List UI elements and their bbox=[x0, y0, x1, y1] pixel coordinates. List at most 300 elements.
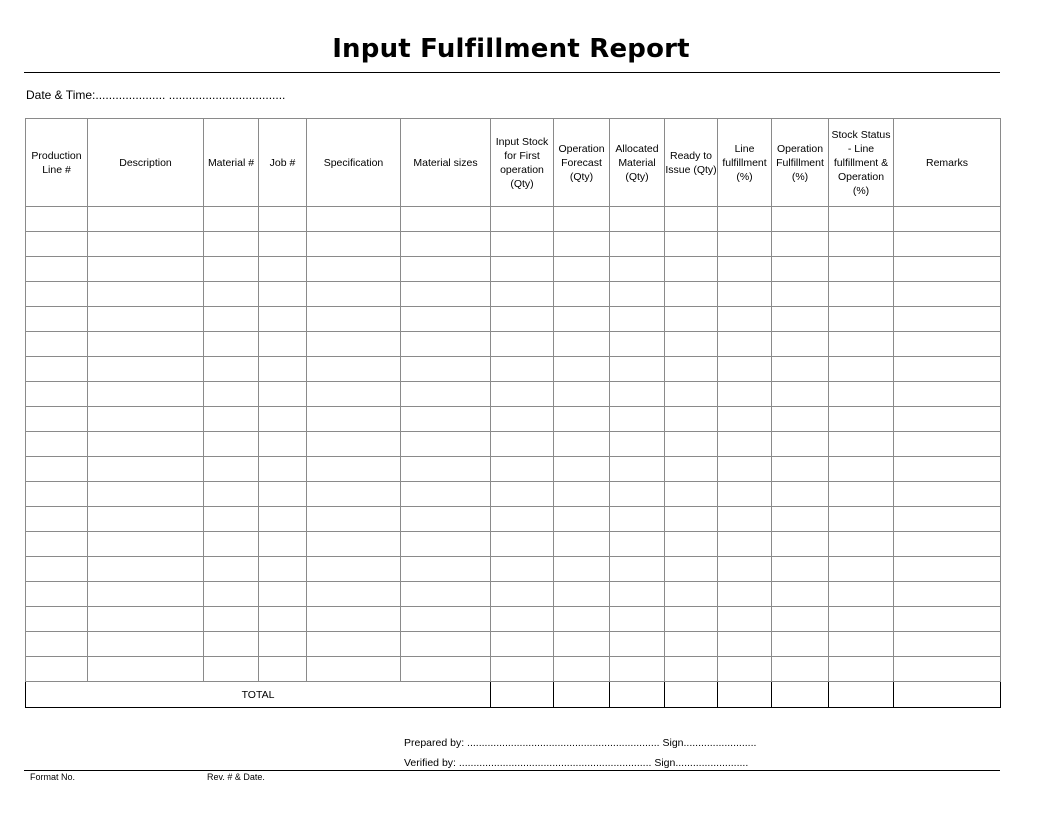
table-cell[interactable] bbox=[259, 407, 307, 432]
total-cell[interactable] bbox=[665, 682, 718, 708]
table-cell[interactable] bbox=[829, 207, 894, 232]
table-cell[interactable] bbox=[665, 282, 718, 307]
table-cell[interactable] bbox=[401, 332, 491, 357]
table-cell[interactable] bbox=[894, 657, 1001, 682]
table-cell[interactable] bbox=[401, 482, 491, 507]
table-cell[interactable] bbox=[829, 482, 894, 507]
table-cell[interactable] bbox=[259, 557, 307, 582]
table-cell[interactable] bbox=[610, 482, 665, 507]
col-allocated-material: Allocated Material (Qty) bbox=[610, 119, 665, 207]
table-cell[interactable] bbox=[88, 432, 204, 457]
table-cell[interactable] bbox=[894, 582, 1001, 607]
table-cell[interactable] bbox=[894, 407, 1001, 432]
table-cell[interactable] bbox=[401, 382, 491, 407]
table-cell[interactable] bbox=[718, 257, 772, 282]
table-cell[interactable] bbox=[718, 482, 772, 507]
table-cell[interactable] bbox=[307, 557, 401, 582]
table-cell[interactable] bbox=[610, 457, 665, 482]
table-cell[interactable] bbox=[259, 632, 307, 657]
table-cell[interactable] bbox=[829, 557, 894, 582]
table-cell[interactable] bbox=[401, 582, 491, 607]
table-row bbox=[26, 482, 1001, 507]
table-cell[interactable] bbox=[772, 382, 829, 407]
table-cell[interactable] bbox=[665, 657, 718, 682]
table-cell[interactable] bbox=[401, 232, 491, 257]
table-cell[interactable] bbox=[26, 332, 88, 357]
table-cell[interactable] bbox=[610, 657, 665, 682]
table-cell[interactable] bbox=[26, 432, 88, 457]
table-cell[interactable] bbox=[718, 357, 772, 382]
table-cell[interactable] bbox=[718, 207, 772, 232]
table-cell[interactable] bbox=[26, 457, 88, 482]
table-cell[interactable] bbox=[204, 407, 259, 432]
table-cell[interactable] bbox=[26, 532, 88, 557]
table-cell[interactable] bbox=[829, 532, 894, 557]
table-cell[interactable] bbox=[204, 657, 259, 682]
table-cell[interactable] bbox=[259, 207, 307, 232]
table-cell[interactable] bbox=[491, 207, 554, 232]
table-cell[interactable] bbox=[665, 432, 718, 457]
table-cell[interactable] bbox=[554, 457, 610, 482]
table-cell[interactable] bbox=[26, 232, 88, 257]
table-cell[interactable] bbox=[307, 507, 401, 532]
table-cell[interactable] bbox=[401, 207, 491, 232]
table-cell[interactable] bbox=[554, 607, 610, 632]
table-cell[interactable] bbox=[88, 282, 204, 307]
table-cell[interactable] bbox=[610, 557, 665, 582]
table-cell[interactable] bbox=[26, 582, 88, 607]
table-cell[interactable] bbox=[259, 507, 307, 532]
table-cell[interactable] bbox=[718, 607, 772, 632]
table-cell[interactable] bbox=[26, 282, 88, 307]
table-row bbox=[26, 607, 1001, 632]
table-cell[interactable] bbox=[772, 632, 829, 657]
table-cell[interactable] bbox=[718, 457, 772, 482]
table-cell[interactable] bbox=[307, 632, 401, 657]
table-cell[interactable] bbox=[554, 557, 610, 582]
table-cell[interactable] bbox=[26, 407, 88, 432]
col-job-number: Job # bbox=[259, 119, 307, 207]
table-cell[interactable] bbox=[718, 582, 772, 607]
table-cell[interactable] bbox=[772, 457, 829, 482]
table-cell[interactable] bbox=[554, 232, 610, 257]
table-cell[interactable] bbox=[491, 282, 554, 307]
table-cell[interactable] bbox=[772, 657, 829, 682]
table-cell[interactable] bbox=[491, 257, 554, 282]
col-remarks: Remarks bbox=[894, 119, 1001, 207]
table-cell[interactable] bbox=[718, 532, 772, 557]
table-cell[interactable] bbox=[491, 232, 554, 257]
table-cell[interactable] bbox=[259, 457, 307, 482]
table-cell[interactable] bbox=[829, 407, 894, 432]
table-cell[interactable] bbox=[88, 607, 204, 632]
table-cell[interactable] bbox=[259, 257, 307, 282]
table-cell[interactable] bbox=[610, 257, 665, 282]
table-cell[interactable] bbox=[665, 557, 718, 582]
table-cell[interactable] bbox=[401, 357, 491, 382]
table-cell[interactable] bbox=[88, 657, 204, 682]
table-cell[interactable] bbox=[401, 507, 491, 532]
table-cell[interactable] bbox=[259, 582, 307, 607]
table-cell[interactable] bbox=[307, 607, 401, 632]
table-cell[interactable] bbox=[401, 607, 491, 632]
table-cell[interactable] bbox=[26, 607, 88, 632]
table-cell[interactable] bbox=[307, 432, 401, 457]
table-cell[interactable] bbox=[718, 282, 772, 307]
table-cell[interactable] bbox=[307, 382, 401, 407]
table-cell[interactable] bbox=[204, 432, 259, 457]
table-cell[interactable] bbox=[307, 307, 401, 332]
table-cell[interactable] bbox=[894, 307, 1001, 332]
table-cell[interactable] bbox=[894, 607, 1001, 632]
table-cell[interactable] bbox=[610, 357, 665, 382]
table-cell[interactable] bbox=[829, 432, 894, 457]
table-cell[interactable] bbox=[491, 632, 554, 657]
table-cell[interactable] bbox=[610, 332, 665, 357]
table-cell[interactable] bbox=[894, 457, 1001, 482]
table-cell[interactable] bbox=[894, 257, 1001, 282]
total-cell[interactable] bbox=[610, 682, 665, 708]
table-cell[interactable] bbox=[894, 507, 1001, 532]
table-cell[interactable] bbox=[204, 607, 259, 632]
table-cell[interactable] bbox=[665, 257, 718, 282]
table-cell[interactable] bbox=[259, 357, 307, 382]
table-cell[interactable] bbox=[610, 607, 665, 632]
total-cell[interactable] bbox=[829, 682, 894, 708]
table-cell[interactable] bbox=[554, 282, 610, 307]
format-number-label: Format No. bbox=[30, 772, 76, 782]
table-row bbox=[26, 507, 1001, 532]
page-title: Input Fulfillment Report bbox=[332, 34, 690, 64]
table-cell[interactable] bbox=[829, 382, 894, 407]
table-cell[interactable] bbox=[88, 457, 204, 482]
table-row bbox=[26, 407, 1001, 432]
table-cell[interactable] bbox=[307, 282, 401, 307]
table-cell[interactable] bbox=[772, 607, 829, 632]
table-cell[interactable] bbox=[88, 207, 204, 232]
table-cell[interactable] bbox=[718, 507, 772, 532]
table-cell[interactable] bbox=[772, 507, 829, 532]
table-cell[interactable] bbox=[26, 507, 88, 532]
table-cell[interactable] bbox=[491, 582, 554, 607]
table-cell[interactable] bbox=[401, 657, 491, 682]
table-cell[interactable] bbox=[610, 382, 665, 407]
table-cell[interactable] bbox=[610, 307, 665, 332]
table-cell[interactable] bbox=[665, 232, 718, 257]
table-row bbox=[26, 282, 1001, 307]
table-cell[interactable] bbox=[401, 557, 491, 582]
table-cell[interactable] bbox=[894, 432, 1001, 457]
total-cell[interactable] bbox=[491, 682, 554, 708]
table-cell[interactable] bbox=[204, 557, 259, 582]
table-cell[interactable] bbox=[610, 207, 665, 232]
table-cell[interactable] bbox=[307, 357, 401, 382]
table-cell[interactable] bbox=[204, 482, 259, 507]
table-cell[interactable] bbox=[718, 232, 772, 257]
table-cell[interactable] bbox=[554, 257, 610, 282]
table-cell[interactable] bbox=[610, 632, 665, 657]
table-cell[interactable] bbox=[772, 432, 829, 457]
table-cell[interactable] bbox=[204, 582, 259, 607]
col-material-number: Material # bbox=[204, 119, 259, 207]
table-cell[interactable] bbox=[88, 382, 204, 407]
table-cell[interactable] bbox=[554, 507, 610, 532]
table-cell[interactable] bbox=[610, 407, 665, 432]
table-cell[interactable] bbox=[610, 582, 665, 607]
table-cell[interactable] bbox=[772, 332, 829, 357]
table-cell[interactable] bbox=[772, 482, 829, 507]
table-cell[interactable] bbox=[204, 532, 259, 557]
table-cell[interactable] bbox=[204, 232, 259, 257]
table-cell[interactable] bbox=[665, 207, 718, 232]
table-cell[interactable] bbox=[204, 382, 259, 407]
table-cell[interactable] bbox=[204, 632, 259, 657]
table-cell[interactable] bbox=[829, 357, 894, 382]
table-cell[interactable] bbox=[26, 207, 88, 232]
table-cell[interactable] bbox=[554, 207, 610, 232]
table-cell[interactable] bbox=[894, 332, 1001, 357]
table-cell[interactable] bbox=[259, 232, 307, 257]
table-cell[interactable] bbox=[718, 432, 772, 457]
table-cell[interactable] bbox=[401, 632, 491, 657]
table-cell[interactable] bbox=[610, 532, 665, 557]
table-cell[interactable] bbox=[204, 457, 259, 482]
table-cell[interactable] bbox=[772, 532, 829, 557]
table-cell[interactable] bbox=[88, 257, 204, 282]
table-cell[interactable] bbox=[665, 307, 718, 332]
table-cell[interactable] bbox=[307, 207, 401, 232]
col-stock-status: Stock Status - Line fulfillment & Operation (%) bbox=[829, 119, 894, 207]
table-cell[interactable] bbox=[491, 432, 554, 457]
table-cell[interactable] bbox=[491, 607, 554, 632]
table-cell[interactable] bbox=[718, 632, 772, 657]
table-cell[interactable] bbox=[88, 407, 204, 432]
table-cell[interactable] bbox=[259, 432, 307, 457]
col-production-line: Production Line # bbox=[26, 119, 88, 207]
table-cell[interactable] bbox=[894, 482, 1001, 507]
table-cell[interactable] bbox=[665, 582, 718, 607]
table-cell[interactable] bbox=[554, 532, 610, 557]
table-cell[interactable] bbox=[610, 232, 665, 257]
table-cell[interactable] bbox=[894, 632, 1001, 657]
table-cell[interactable] bbox=[610, 507, 665, 532]
table-cell[interactable] bbox=[772, 282, 829, 307]
table-cell[interactable] bbox=[204, 207, 259, 232]
table-cell[interactable] bbox=[491, 357, 554, 382]
table-cell[interactable] bbox=[491, 557, 554, 582]
table-cell[interactable] bbox=[829, 332, 894, 357]
table-cell[interactable] bbox=[259, 282, 307, 307]
table-cell[interactable] bbox=[772, 257, 829, 282]
table-row bbox=[26, 307, 1001, 332]
table-cell[interactable] bbox=[259, 382, 307, 407]
table-cell[interactable] bbox=[307, 407, 401, 432]
table-cell[interactable] bbox=[829, 632, 894, 657]
table-cell[interactable] bbox=[894, 557, 1001, 582]
table-cell[interactable] bbox=[894, 232, 1001, 257]
table-cell[interactable] bbox=[772, 207, 829, 232]
table-cell[interactable] bbox=[259, 482, 307, 507]
table-cell[interactable] bbox=[554, 482, 610, 507]
table-cell[interactable] bbox=[204, 282, 259, 307]
table-cell[interactable] bbox=[401, 457, 491, 482]
table-cell[interactable] bbox=[204, 307, 259, 332]
table-cell[interactable] bbox=[88, 232, 204, 257]
table-cell[interactable] bbox=[829, 607, 894, 632]
table-cell[interactable] bbox=[491, 382, 554, 407]
table-cell[interactable] bbox=[665, 332, 718, 357]
table-cell[interactable] bbox=[665, 632, 718, 657]
table-cell[interactable] bbox=[829, 232, 894, 257]
table-cell[interactable] bbox=[26, 482, 88, 507]
table-cell[interactable] bbox=[772, 582, 829, 607]
table-cell[interactable] bbox=[491, 482, 554, 507]
col-line-fulfillment: Line fulfillment (%) bbox=[718, 119, 772, 207]
table-cell[interactable] bbox=[26, 557, 88, 582]
table-cell[interactable] bbox=[259, 657, 307, 682]
table-row bbox=[26, 582, 1001, 607]
table-cell[interactable] bbox=[718, 657, 772, 682]
table-cell[interactable] bbox=[401, 407, 491, 432]
table-cell[interactable] bbox=[772, 232, 829, 257]
table-cell[interactable] bbox=[665, 357, 718, 382]
table-cell[interactable] bbox=[26, 357, 88, 382]
table-cell[interactable] bbox=[204, 257, 259, 282]
total-cell[interactable] bbox=[772, 682, 829, 708]
verified-by-line[interactable]: Verified by: .................................................................. Sign......................... bbox=[404, 757, 749, 769]
table-row bbox=[26, 557, 1001, 582]
table-cell[interactable] bbox=[718, 382, 772, 407]
table-cell[interactable] bbox=[491, 307, 554, 332]
table-cell[interactable] bbox=[894, 532, 1001, 557]
table-cell[interactable] bbox=[88, 357, 204, 382]
total-label: TOTAL bbox=[26, 682, 491, 708]
table-cell[interactable] bbox=[894, 382, 1001, 407]
table-cell[interactable] bbox=[665, 457, 718, 482]
table-cell[interactable] bbox=[718, 557, 772, 582]
table-cell[interactable] bbox=[491, 332, 554, 357]
table-row bbox=[26, 432, 1001, 457]
table-cell[interactable] bbox=[88, 557, 204, 582]
table-cell[interactable] bbox=[554, 332, 610, 357]
table-cell[interactable] bbox=[88, 482, 204, 507]
table-cell[interactable] bbox=[829, 457, 894, 482]
table-cell[interactable] bbox=[554, 657, 610, 682]
total-cell[interactable] bbox=[554, 682, 610, 708]
table-cell[interactable] bbox=[259, 532, 307, 557]
table-cell[interactable] bbox=[401, 257, 491, 282]
table-cell[interactable] bbox=[554, 432, 610, 457]
revision-date-label: Rev. # & Date. bbox=[207, 772, 265, 782]
table-cell[interactable] bbox=[259, 607, 307, 632]
table-cell[interactable] bbox=[88, 582, 204, 607]
date-time-field[interactable]: Date & Time:..................... ................................... bbox=[26, 88, 286, 102]
table-cell[interactable] bbox=[829, 282, 894, 307]
table-cell[interactable] bbox=[491, 457, 554, 482]
table-cell[interactable] bbox=[26, 257, 88, 282]
table-cell[interactable] bbox=[26, 307, 88, 332]
table-cell[interactable] bbox=[307, 532, 401, 557]
total-cell[interactable] bbox=[894, 682, 1001, 708]
table-cell[interactable] bbox=[88, 332, 204, 357]
table-cell[interactable] bbox=[772, 307, 829, 332]
table-cell[interactable] bbox=[88, 507, 204, 532]
table-cell[interactable] bbox=[772, 357, 829, 382]
table-cell[interactable] bbox=[307, 657, 401, 682]
table-cell[interactable] bbox=[491, 657, 554, 682]
table-cell[interactable] bbox=[204, 332, 259, 357]
table-cell[interactable] bbox=[894, 207, 1001, 232]
table-cell[interactable] bbox=[88, 532, 204, 557]
table-cell[interactable] bbox=[894, 357, 1001, 382]
table-cell[interactable] bbox=[665, 482, 718, 507]
table-cell[interactable] bbox=[554, 632, 610, 657]
prepared-by-line[interactable]: Prepared by: .................................................................. Sign......................... bbox=[404, 737, 757, 749]
table-cell[interactable] bbox=[829, 582, 894, 607]
table-cell[interactable] bbox=[307, 457, 401, 482]
table-cell[interactable] bbox=[401, 307, 491, 332]
table-cell[interactable] bbox=[307, 257, 401, 282]
table-cell[interactable] bbox=[772, 407, 829, 432]
table-cell[interactable] bbox=[204, 507, 259, 532]
table-cell[interactable] bbox=[26, 657, 88, 682]
table-cell[interactable] bbox=[665, 382, 718, 407]
table-cell[interactable] bbox=[665, 607, 718, 632]
table-cell[interactable] bbox=[554, 307, 610, 332]
table-cell[interactable] bbox=[401, 532, 491, 557]
table-cell[interactable] bbox=[307, 582, 401, 607]
table-row bbox=[26, 632, 1001, 657]
table-cell[interactable] bbox=[665, 407, 718, 432]
table-cell[interactable] bbox=[307, 482, 401, 507]
table-cell[interactable] bbox=[554, 382, 610, 407]
table-cell[interactable] bbox=[307, 232, 401, 257]
table-cell[interactable] bbox=[88, 307, 204, 332]
table-cell[interactable] bbox=[554, 407, 610, 432]
table-cell[interactable] bbox=[491, 507, 554, 532]
table-cell[interactable] bbox=[718, 407, 772, 432]
table-cell[interactable] bbox=[26, 382, 88, 407]
table-cell[interactable] bbox=[829, 307, 894, 332]
table-cell[interactable] bbox=[204, 357, 259, 382]
table-cell[interactable] bbox=[829, 507, 894, 532]
table-cell[interactable] bbox=[554, 582, 610, 607]
col-input-stock: Input Stock for First operation (Qty) bbox=[491, 119, 554, 207]
table-cell[interactable] bbox=[554, 357, 610, 382]
table-cell[interactable] bbox=[26, 632, 88, 657]
table-cell[interactable] bbox=[259, 307, 307, 332]
table-cell[interactable] bbox=[307, 332, 401, 357]
table-cell[interactable] bbox=[401, 432, 491, 457]
table-cell[interactable] bbox=[665, 507, 718, 532]
table-cell[interactable] bbox=[718, 307, 772, 332]
table-cell[interactable] bbox=[894, 282, 1001, 307]
table-cell[interactable] bbox=[491, 407, 554, 432]
table-cell[interactable] bbox=[610, 432, 665, 457]
col-ready-to-issue: Ready to Issue (Qty) bbox=[665, 119, 718, 207]
table-cell[interactable] bbox=[401, 282, 491, 307]
total-cell[interactable] bbox=[718, 682, 772, 708]
table-cell[interactable] bbox=[718, 332, 772, 357]
table-cell[interactable] bbox=[829, 657, 894, 682]
table-cell[interactable] bbox=[610, 282, 665, 307]
table-cell[interactable] bbox=[88, 632, 204, 657]
table-cell[interactable] bbox=[491, 532, 554, 557]
table-cell[interactable] bbox=[772, 557, 829, 582]
table-cell[interactable] bbox=[665, 532, 718, 557]
table-cell[interactable] bbox=[829, 257, 894, 282]
table-cell[interactable] bbox=[259, 332, 307, 357]
